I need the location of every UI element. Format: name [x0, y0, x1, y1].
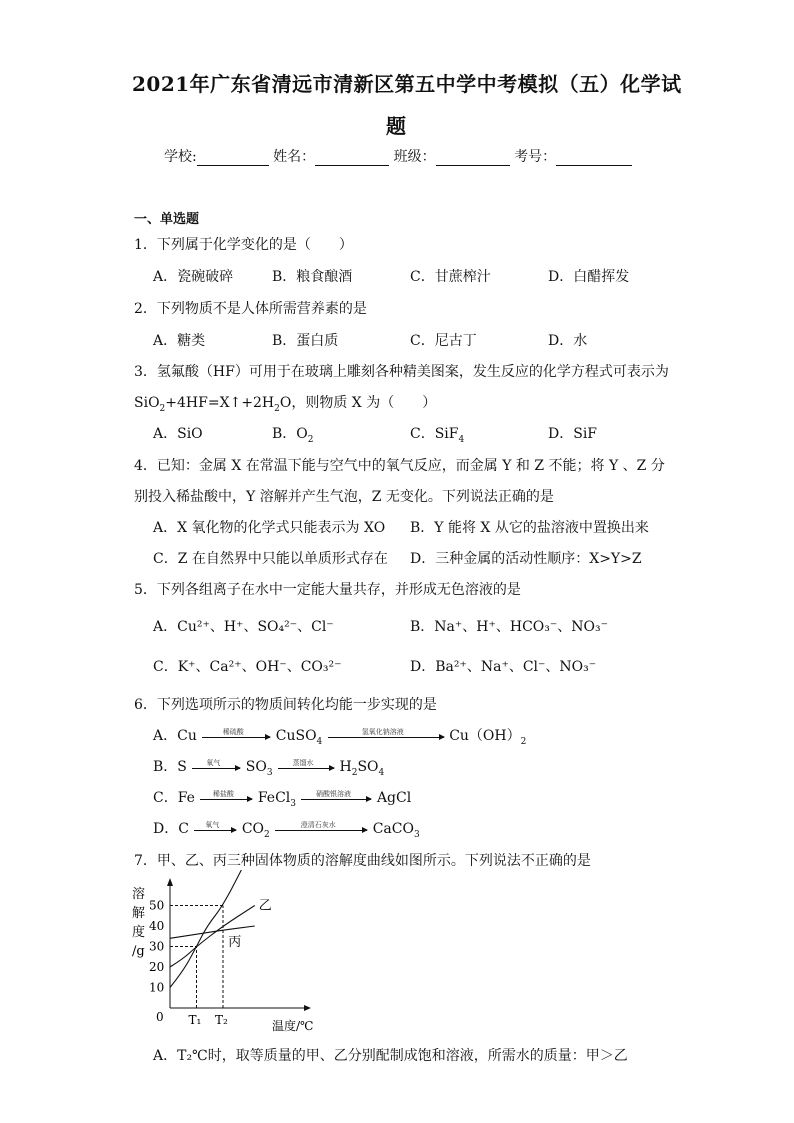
q2-option-b: B．蛋白质: [272, 333, 339, 349]
q6-option-c: C．Fe 稀盐酸 FeCl$_3$ 硝酸银溶液 AgCl: [153, 789, 412, 809]
q1-stem: 1．下列属于化学变化的是（ ）: [134, 237, 353, 253]
reaction-arrow: 稀盐酸: [200, 797, 252, 800]
q5-option-b: B．Na⁺、H⁺、HCO₃⁻、NO₃⁻: [410, 619, 609, 635]
q2-option-a: A．糖类: [153, 333, 206, 349]
q1-option-b: B．粮食酿酒: [272, 269, 353, 285]
q7-stem: 7．甲、乙、丙三种固体物质的溶解度曲线如图所示。下列说法不正确的是: [134, 853, 591, 869]
q4-option-a: A．X 氧化物的化学式只能表示为 XO: [153, 520, 386, 536]
q4-stem-line1: 4．已知：金属 X 在常温下能与空气中的氧气反应，而金属 Y 和 Z 不能；将 Y 、Z 分: [134, 458, 665, 474]
y-tick-label: 30: [149, 939, 165, 954]
q4-option-c: C．Z 在自然界中只能以单质形式存在: [153, 551, 388, 567]
q5-option-c: C．K⁺、Ca²⁺、OH⁻、CO₃²⁻: [153, 659, 342, 675]
q2-stem: 2．下列物质不是人体所需营养素的是: [134, 301, 367, 317]
y-tick-label: 10: [149, 980, 165, 995]
student-info-line: [164, 146, 632, 166]
number-field[interactable]: [556, 151, 632, 166]
series-label: 丙: [228, 935, 242, 951]
series-curve-3: [170, 926, 255, 938]
q3-option-a: A．SiO: [153, 426, 203, 442]
y-axis-label: 度: [132, 925, 146, 940]
q3-option-c: C．SiF$_4$: [410, 426, 465, 445]
name-field[interactable]: [315, 151, 389, 166]
q5-option-d: D．Ba²⁺、Na⁺、Cl⁻、NO₃⁻: [410, 659, 597, 675]
q6-option-d: D．C 氧气 $CO_2$ 澄清石灰水 CaCO$_3$: [153, 820, 420, 840]
q4-option-b: B．Y 能将 X 从它的盐溶液中置换出来: [410, 520, 649, 536]
x-axis-arrow: [304, 1005, 311, 1011]
q1-option-c: C．甘蔗榨汁: [410, 269, 491, 285]
reaction-arrow: 氢氧化钠溶液: [328, 735, 444, 738]
reaction-arrow: 氧气: [194, 828, 236, 831]
y-axis-label: /g: [132, 944, 145, 959]
doc-title-line1: 2021年广东省清远市清新区第五中学中考模拟（五）化学试: [132, 72, 682, 96]
reaction-arrow: 氧气: [192, 766, 240, 769]
q3-option-d: D．SiF: [548, 426, 598, 442]
q4-option-d: D．三种金属的活动性顺序：X>Y>Z: [410, 551, 642, 567]
q6-option-a: A．Cu 稀硫酸 CuSO$_4$ 氢氧化钠溶液 $Cu(OH)_2$: [153, 727, 527, 747]
y-tick-label: 20: [149, 960, 165, 974]
reaction-arrow: 稀硫酸: [202, 735, 270, 738]
doc-title-line2: 题: [386, 114, 407, 138]
origin-label: 0: [156, 1010, 164, 1024]
school-label: 学校:: [164, 149, 197, 165]
q6-stem: 6．下列选项所示的物质间转化均能一步实现的是: [134, 697, 437, 713]
q7-option-a: A．T₂℃时，取等质量的甲、乙分别配制成饱和溶液，所需水的质量：甲＞乙: [153, 1048, 628, 1064]
q3-stem: 3．氢氟酸（HF）可用于在玻璃上雕刻各种精美图案，发生反应的化学方程式可表示为: [134, 364, 669, 380]
y-axis-label: 解: [132, 906, 146, 921]
solubility-chart: [126, 870, 336, 1035]
q2-option-d: D．水: [548, 333, 588, 349]
x-tick-label: T₂: [215, 1013, 228, 1027]
reaction-arrow: 澄清石灰水: [275, 828, 367, 831]
class-field[interactable]: [436, 151, 510, 166]
q6-option-b: B．S 氧气 $SO_3$ 蒸馏水 $H_2SO_4$: [153, 758, 385, 778]
y-axis-arrow: [167, 878, 173, 886]
name-label: 姓名：: [273, 149, 316, 165]
y-tick-label: 50: [149, 898, 165, 913]
reaction-arrow: 蒸馏水: [278, 766, 334, 769]
q1-option-a: A．瓷碗破碎: [153, 269, 234, 285]
q2-option-c: C．尼古丁: [410, 333, 477, 349]
q5-stem: 5．下列各组离子在水中一定能大量共存，并形成无色溶液的是: [134, 582, 521, 598]
number-label: 考号：: [514, 149, 557, 165]
q4-stem-line2: 别投入稀盐酸中，Y 溶解并产生气泡，Z 无变化。下列说法正确的是: [134, 489, 554, 505]
class-label: 班级：: [393, 149, 436, 165]
y-axis-label: 溶: [132, 887, 146, 902]
q5-option-a: A．Cu²⁺、H⁺、SO₄²⁻、Cl⁻: [153, 619, 334, 635]
section-heading: 一、单选题: [134, 212, 200, 227]
q3-equation: $SiO_2+4HF=X↑+2H_2O$，则物质 X 为（ ）: [134, 395, 437, 414]
x-tick-label: T₁: [188, 1013, 202, 1027]
x-axis-label: 温度/℃: [272, 1019, 314, 1033]
school-field[interactable]: [197, 151, 269, 166]
series-label: 乙: [258, 898, 272, 914]
q3-option-b: B．$O_2$: [272, 426, 314, 445]
reaction-arrow: 硝酸银溶液: [301, 797, 371, 800]
y-tick-label: 40: [149, 919, 165, 933]
q1-option-d: D．白醋挥发: [548, 269, 630, 285]
